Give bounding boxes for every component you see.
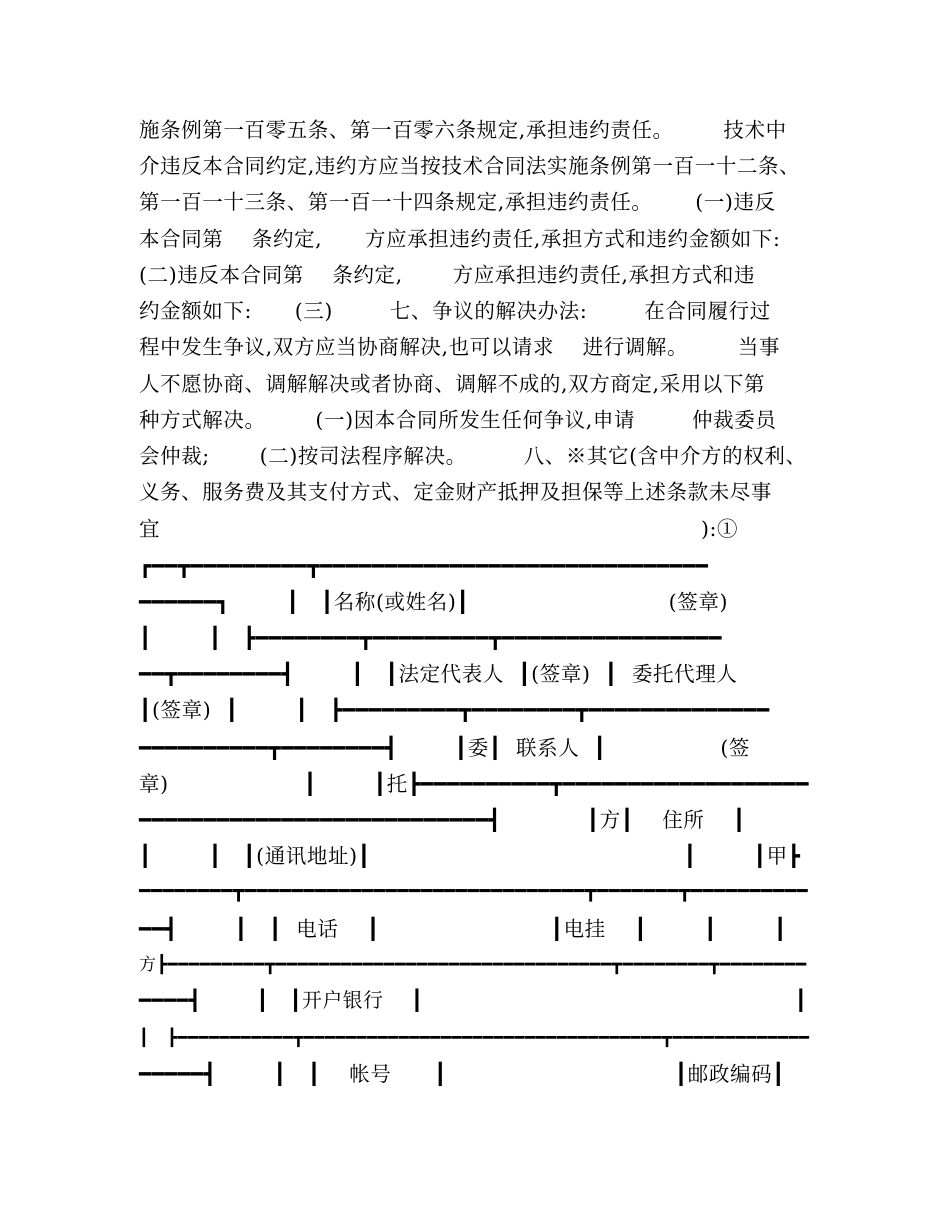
paragraph-line: 人不愿协商、调解解决或者协商、调解不成的,双方商定,采用以下第 — [139, 372, 766, 396]
table-line: ┃ ┃ ┃(通讯地址)┃ ┃ ┃甲┣ — [139, 844, 801, 868]
table-line: ┃ ┣━━━━━━━━━━━┳━━━━━━━━━━━━━━━━━━━━━━━━━━━━━━━━━━┳━━━━━━━━━━━━━ — [139, 1028, 810, 1047]
paragraph-line: 会仲裁; (二)按司法程序解决。 八、※其它(含中介方的权利、 — [139, 444, 807, 468]
table-line: 章) ┃ ┃托┣━━━━━━━━━━┳━━━━━━━━━━━━━━━━━━━ — [139, 772, 810, 796]
table-line: ━━━━━━━━━━┳━━━━━━━━┫ ┃委┃ 联系人 ┃ (签 — [139, 736, 751, 760]
paragraph-line: 约金额如下: (三) 七、争议的解决办法: 在合同履行过 — [139, 299, 771, 323]
table-line: ━━━━┫ ┃ ┃开户银行 ┃ ┃ — [139, 989, 808, 1012]
table-line: ━━━━━━━━┳━━━━━━━━━━━━━━━━━━━━━━━━━━━━━┳━━━━━━━┳━━━━━━━━━━ — [139, 881, 809, 902]
paragraph-line: 宜 ):① — [139, 517, 739, 541]
table-line: ┃ ┃ ┣━━━━━━━━┳━━━━━━━━━┳━━━━━━━━━━━━━━━━━ — [139, 626, 723, 650]
paragraph-line: 种方式解决。 (一)因本合同所发生任何争议,申请 仲裁委员 — [139, 408, 777, 432]
paragraph-line: 介违反本合同约定,违约方应当按技术合同法实施条例第一百一十二条、 — [139, 154, 801, 178]
table-line: ┃(签章) ┃ ┃ ┣━━━━━━━━━┳━━━━━━━━┳━━━━━━━━━━━━━━ — [139, 698, 770, 722]
paragraph-line: 施条例第一百零五条、第一百零六条规定,承担违约责任。 技术中 — [139, 118, 787, 142]
table-line: ┏━━┳━━━━━━━━━┳━━━━━━━━━━━━━━━━━━━━━━━━━━━━━━ — [139, 554, 709, 578]
paragraph-line: 义务、服务费及其支付方式、定金财产抵押及担保等上述条款未尽事 — [139, 480, 772, 504]
table-line: ━━┫ ┃ ┃ 电话 ┃ ┃电挂 ┃ ┃ ┃ — [139, 917, 787, 941]
paragraph-line: 程中发生争议,双方应当协商解决,也可以请求 进行调解。 当事 — [139, 335, 781, 359]
table-line: ━━━━━━┓ ┃ ┃名称(或姓名)┃ (签章) — [139, 590, 729, 614]
paragraph-line: 本合同第 条约定, 方应承担违约责任,承担方式和违约金额如下: — [139, 227, 781, 251]
table-line: ━━━━━┫ ┃ ┃ 帐号 ┃ ┃邮政编码┃ — [139, 1062, 786, 1086]
paragraph-line: 第一百一十三条、第一百一十四条规定,承担违约责任。 (一)违反 — [139, 190, 776, 214]
table-line: ━━┳━━━━━━━━┫ ┃ ┃法定代表人 ┃(签章) ┃ 委托代理人 — [139, 662, 738, 686]
table-line: ━━━━━━━━━━━━━━━━━━━━━━━━━━━┫ ┃方┃ 住所 ┃ — [139, 808, 746, 832]
paragraph-line: (二)违反本合同第 条约定, 方应承担违约责任,承担方式和违 — [139, 263, 756, 287]
table-line: 方┣━━━━━━━━━┳━━━━━━━━━━━━━━━━━━━━━━━━━━━━━━━┳━━━━━━━━┳━━━━━━━━ — [139, 955, 807, 975]
